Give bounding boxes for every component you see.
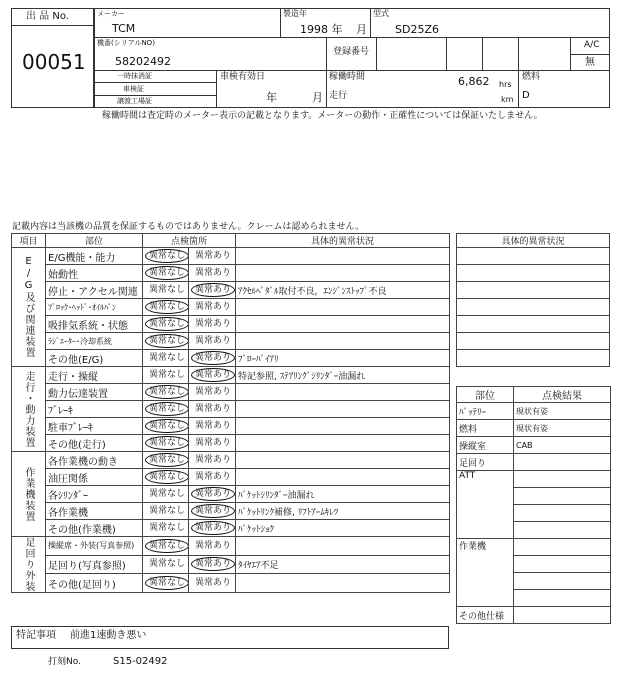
result-part: 作業機 [457,539,514,607]
part-cell: 始動性 [46,265,143,282]
right-detail-cell [457,248,610,265]
part-cell: 吸排気系統・状態 [46,316,143,333]
normal-cell [143,299,189,316]
detail-cell [236,316,450,333]
normal-option: 異常なし [149,506,186,516]
result-value [514,522,611,539]
table-row [12,299,450,316]
inspection-year: 年 [266,91,277,104]
abnormal-option: 異常あり [195,251,232,261]
part-cell: 駐車ﾌﾞﾚｰｷ [46,418,143,435]
group-cell [12,452,46,537]
detail-cell: ﾀｲﾔｴｱ不足 [236,555,450,574]
hline [94,37,610,38]
table-row [12,469,450,486]
table-row [12,435,450,452]
table-header-row [12,234,450,248]
hline [94,95,216,96]
right-detail-table [456,233,610,367]
detail-cell [236,418,450,435]
part-cell: 操縦席・外装(写真参照) [46,537,143,556]
table-row [12,282,450,299]
detail-cell: ﾌﾞﾛｰﾊﾞｲｱﾘ [236,350,450,367]
normal-option: 異常なし [149,353,186,363]
normal-cell [143,555,189,574]
table-row [12,503,450,520]
right-detail-cell [457,282,610,299]
normal-cell [143,265,189,282]
abnormal-option: 異常あり [195,578,232,589]
abnormal-cell [189,503,236,520]
lot-label: 出 品 No. [26,11,69,22]
table-row [457,403,611,420]
month-label: 月 [356,23,367,36]
part-cell: その他(足回り) [46,574,143,593]
model-label: 型式 [373,9,389,18]
right-detail-header-row [457,234,610,248]
table-row [457,299,610,316]
abnormal-circled-mark: 異常あり [191,368,235,382]
normal-circled-mark: 異常なし [145,334,189,348]
normal-circled-mark: 異常なし [145,419,189,433]
abnormal-cell [189,555,236,574]
table-row [12,316,450,333]
table-row [12,418,450,435]
part-cell: 油圧関係 [46,469,143,486]
abnormal-cell [189,367,236,384]
detail-cell: ﾊﾞｹｯﾄｼｮｸ [236,520,450,537]
detail-cell [236,469,450,486]
vline [446,37,447,70]
table-row [457,248,610,265]
table-row [457,333,610,350]
result-value: 現状有姿 [514,420,611,437]
detail-cell [236,265,450,282]
normal-circled-mark: 異常なし [145,402,189,416]
result-value [514,505,611,522]
abnormal-circled-mark: 異常あり [191,283,235,297]
part-cell: ﾗｼﾞｴｰﾀｰ･冷却系統 [46,333,143,350]
travel-label: 走行 [329,91,348,101]
abnormal-cell [189,282,236,299]
abnormal-option: 異常あり [195,421,232,431]
abnormal-cell [189,469,236,486]
vline [570,37,571,70]
normal-option: 異常なし [149,523,186,533]
normal-cell [143,537,189,556]
ac-label: A/C [584,40,600,50]
detail-cell [236,452,450,469]
right-detail-cell [457,350,610,367]
normal-circled-mark: 異常なし [145,385,189,399]
detail-cell [236,435,450,452]
cert-inspection: 車検証 [123,85,144,93]
group-cell [12,367,46,452]
hours-value: 6,862 [458,75,490,88]
abnormal-cell [189,265,236,282]
table-row [457,282,610,299]
normal-circled-mark: 異常なし [145,317,189,331]
abnormal-option: 異常あり [195,319,232,329]
vline [376,37,377,70]
normal-cell [143,401,189,418]
year-label: 製造年 [283,9,307,18]
normal-cell [143,248,189,265]
table-row [12,452,450,469]
table-row [457,454,611,471]
result-value [514,454,611,471]
part-cell: 各作業機 [46,503,143,520]
abnormal-cell [189,401,236,418]
normal-cell [143,282,189,299]
vline [482,37,483,70]
detail-cell [236,248,450,265]
vline [216,70,217,108]
normal-circled-mark: 異常なし [145,576,189,590]
abnormal-cell [189,248,236,265]
abnormal-option: 異常あり [195,404,232,414]
right-detail-cell [457,333,610,350]
abnormal-cell [189,486,236,503]
table-row [12,350,450,367]
abnormal-cell [189,384,236,401]
vline [518,37,519,108]
hline [570,54,610,55]
result-value [514,590,611,607]
abnormal-option: 異常あり [195,268,232,278]
table-row [12,520,450,537]
group-label: E/G及び関連装置 [23,256,34,358]
reg-label: 登録番号 [333,47,370,57]
remarks-text: 前進1速動き悪い [70,630,147,641]
detail-cell [236,384,450,401]
col-check-header: 点検箇所 [143,234,236,248]
abnormal-circled-mark: 異常あり [191,487,235,501]
table-row [12,574,450,593]
normal-circled-mark: 異常なし [145,539,189,553]
detail-cell: ﾊﾞｹｯﾄｼﾘﾝﾀﾞｰ油漏れ [236,486,450,503]
detail-cell: ｱｸｾﾙﾍﾟﾀﾞﾙ取付不良，ｴﾝｼﾞﾝｽﾄｯﾌﾟ不良 [236,282,450,299]
result-part: その他仕様 [457,607,514,624]
abnormal-cell [189,418,236,435]
header-grid [94,8,610,108]
detail-cell [236,333,450,350]
detail-cell: 特記参照, ｽﾃｱﾘﾝｸﾞｼﾘﾝﾀﾞｰ油漏れ [236,367,450,384]
ac-value: 無 [585,57,595,68]
maker-label: メーカー [97,10,125,18]
normal-cell [143,503,189,520]
abnormal-cell [189,520,236,537]
remarks-label: 特記事項 [16,630,56,641]
col-part-header: 部位 [46,234,143,248]
stamp-value: S15-02492 [113,656,168,667]
abnormal-cell [189,350,236,367]
abnormal-circled-mark: 異常あり [191,521,235,535]
fuel-label: 燃料 [522,72,541,82]
part-cell: 動力伝達装置 [46,384,143,401]
table-row [457,471,611,488]
table-row [12,401,450,418]
group-label: 足回り外装 [23,537,34,592]
detail-cell: ﾊﾞｹｯﾄﾘﾝｸ補修, ﾘﾌﾄｱｰﾑｷﾚﾂ [236,503,450,520]
year-value: 1998 年 [300,23,343,36]
hours-unit: hrs [499,80,512,89]
model-value: SD25Z6 [395,23,439,36]
hours-note: 稼働時間は査定時のメーター表示の記載となります。メーターの動作・正確性については保証いたしません。 [102,111,543,121]
right-detail-header: 具体的異常状況 [457,234,610,248]
part-cell: 足回り(写真参照) [46,555,143,574]
normal-cell [143,574,189,593]
maker-value: TCM [112,22,136,35]
abnormal-cell [189,435,236,452]
stamp-label: 打刻No. [48,657,81,667]
normal-cell [143,452,189,469]
part-cell: 停止・アクセル関連 [46,282,143,299]
part-cell: ﾌﾞﾛｯｸ･ﾍｯﾄﾞ･ｵｲﾙﾊﾟﾝ [46,299,143,316]
normal-option: 異常なし [149,285,186,295]
table-row [12,384,450,401]
vline [280,8,281,37]
abnormal-option: 異常あり [195,387,232,397]
normal-cell [143,469,189,486]
group-cell [12,537,46,593]
check-result-header-row [457,387,611,403]
normal-option: 異常なし [149,489,186,499]
result-part: 操縦室 [457,437,514,454]
table-row [12,486,450,503]
abnormal-circled-mark: 異常あり [191,351,235,365]
group-label: 走行・動力装置 [23,370,34,448]
group-cell [12,248,46,367]
hline [94,70,610,71]
detail-cell [236,299,450,316]
vline [326,37,327,108]
table-row [457,265,610,282]
result-value-header: 点検結果 [514,387,611,403]
group-label: 作業機装置 [23,466,34,522]
table-row [457,437,611,454]
table-row [457,350,610,367]
col-detail-header: 具体的異常状況 [236,234,450,248]
result-part: ﾊﾞｯﾃﾘｰ [457,403,514,420]
result-value [514,573,611,590]
table-row [457,607,611,624]
result-part-header: 部位 [457,387,514,403]
right-detail-cell [457,299,610,316]
result-value [514,607,611,624]
abnormal-option: 異常あり [195,302,232,312]
table-row [457,316,610,333]
table-row [457,420,611,437]
abnormal-option: 異常あり [195,455,232,465]
inspection-label: 車検有効日 [220,72,266,82]
vline [370,8,371,37]
table-row [12,265,450,282]
right-detail-cell [457,316,610,333]
abnormal-cell [189,316,236,333]
part-cell: その他(E/G) [46,350,143,367]
col-item-header: 項目 [12,234,46,248]
disclaimer: 記載内容は当該機の品質を保証するものではありません。クレームは認められません。 [12,222,365,232]
abnormal-cell [189,452,236,469]
result-value [514,471,611,488]
normal-circled-mark: 異常なし [145,300,189,314]
result-value [514,539,611,556]
cert-temp-deregistration: 一時抹消証 [117,72,152,80]
normal-cell [143,350,189,367]
normal-cell [143,418,189,435]
cert-transfer: 譲渡工場証 [117,97,152,105]
table-row [12,555,450,574]
result-value: CAB [514,437,611,454]
normal-cell [143,384,189,401]
normal-circled-mark: 異常なし [145,470,189,484]
result-part: 燃料 [457,420,514,437]
detail-cell [236,574,450,593]
part-cell: その他(作業機) [46,520,143,537]
abnormal-cell [189,299,236,316]
hline [94,82,216,83]
fuel-value: D [522,90,530,101]
km-unit: km [501,95,514,104]
hours-label: 稼働時間 [329,72,366,82]
part-cell: 各ｼﾘﾝﾀﾞｰ [46,486,143,503]
abnormal-circled-mark: 異常あり [191,557,235,571]
normal-cell [143,486,189,503]
normal-cell [143,367,189,384]
detail-cell [236,401,450,418]
abnormal-option: 異常あり [195,472,232,482]
normal-circled-mark: 異常なし [145,249,189,263]
detail-cell [236,537,450,556]
part-cell: 走行・操縦 [46,367,143,384]
right-detail-cell [457,265,610,282]
result-value [514,556,611,573]
check-result-table [456,386,611,624]
normal-option: 異常なし [149,559,186,570]
result-value [514,488,611,505]
normal-circled-mark: 異常なし [145,436,189,450]
normal-cell [143,520,189,537]
normal-cell [143,435,189,452]
lot-number: 00051 [22,50,86,74]
abnormal-cell [189,574,236,593]
table-row [12,248,450,265]
normal-cell [143,333,189,350]
result-part: 足回り [457,454,514,471]
part-cell: その他(走行) [46,435,143,452]
abnormal-cell [189,333,236,350]
abnormal-cell [189,537,236,556]
abnormal-option: 異常あり [195,336,232,346]
part-cell: 各作業機の動き [46,452,143,469]
abnormal-option: 異常あり [195,540,232,551]
abnormal-option: 異常あり [195,438,232,448]
inspection-month: 月 [312,91,323,104]
normal-cell [143,316,189,333]
table-row [12,537,450,556]
result-value: 現状有姿 [514,403,611,420]
normal-circled-mark: 異常なし [145,453,189,467]
table-row [12,367,450,384]
table-row [457,539,611,556]
normal-option: 異常なし [149,370,186,380]
part-cell: E/G機能・能力 [46,248,143,265]
part-cell: ﾌﾞﾚｰｷ [46,401,143,418]
inspection-table [11,233,450,593]
serial-value: 58202492 [115,55,171,68]
serial-label: 機番(シリアルNO) [97,39,155,47]
abnormal-circled-mark: 異常あり [191,504,235,518]
normal-circled-mark: 異常なし [145,266,189,280]
table-row [12,333,450,350]
result-part: ATT [457,471,514,539]
